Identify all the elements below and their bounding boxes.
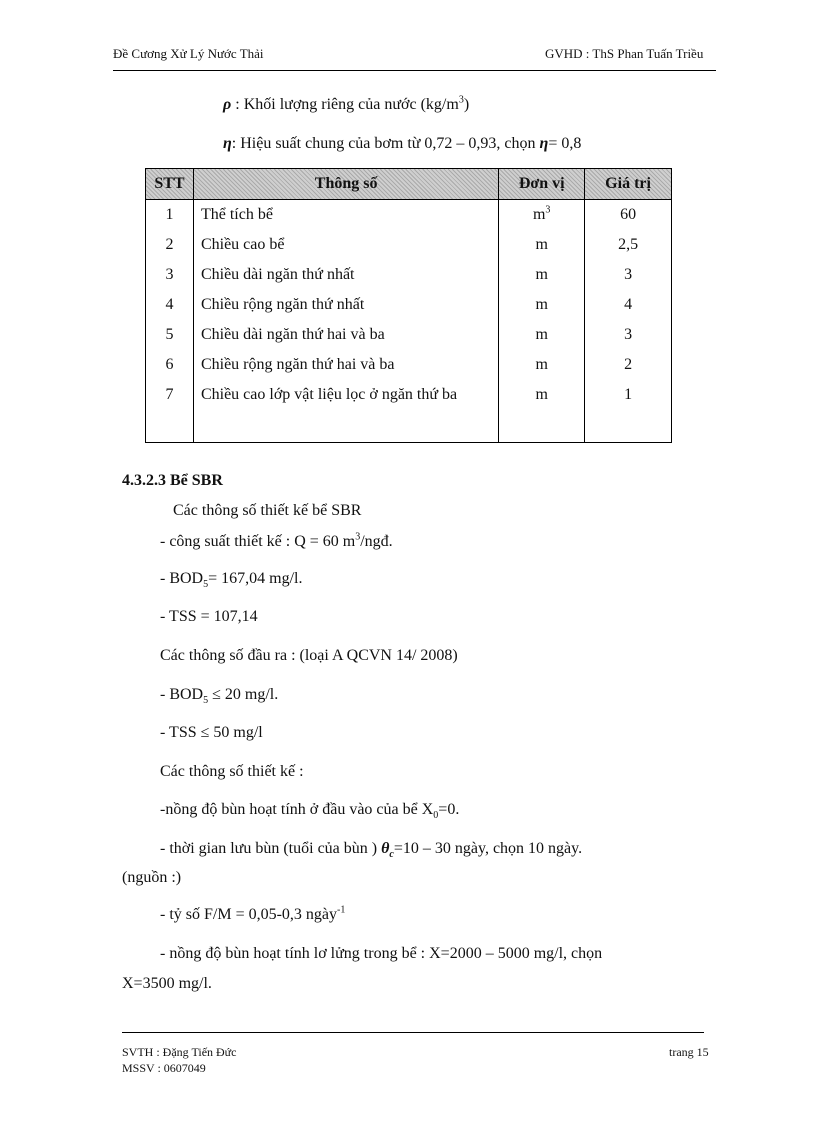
rho-definition: ρ : Khối lượng riêng của nước $(kg/m^3)$ bbox=[223, 94, 470, 113]
row-value: 60 bbox=[585, 200, 672, 231]
rho-symbol: ρ bbox=[223, 96, 232, 113]
footer-student-id: MSSV : 0607049 bbox=[122, 1061, 206, 1075]
header-title: Đề Cương Xử Lý Nước Thải bbox=[113, 46, 264, 61]
row-unit: m bbox=[499, 380, 585, 410]
row-stt: 1 bbox=[146, 200, 194, 231]
row-value: 3 bbox=[585, 260, 672, 290]
page-number: trang 15 bbox=[669, 1045, 709, 1059]
header-divider bbox=[113, 70, 716, 71]
section-intro: Các thông số thiết kế bể SBR bbox=[173, 502, 362, 519]
row-value: 1 bbox=[585, 380, 672, 410]
table-header-row bbox=[146, 169, 672, 200]
col-header-param: Thông số bbox=[193, 169, 498, 200]
output-tss-line: - TSS ≤ 50 mg/l bbox=[160, 724, 263, 741]
mlss-choice-line: X=3500 mg/l. bbox=[122, 975, 212, 992]
row-param: Chiều rộng ngăn thứ nhất bbox=[193, 290, 498, 320]
row-unit: m bbox=[499, 260, 585, 290]
row-stt: 4 bbox=[146, 290, 194, 320]
row-unit: $m^3$ bbox=[499, 200, 585, 231]
row-stt: 2 bbox=[146, 230, 194, 260]
eta-definition: η: Hiệu suất chung của bơm từ 0,72 – 0,93, chọn η= 0,8 bbox=[223, 135, 582, 152]
row-param: Chiều rộng ngăn thứ hai và ba bbox=[193, 350, 498, 380]
tss-line: - TSS = 107,14 bbox=[160, 608, 258, 625]
row-param: Chiều dài ngăn thứ nhất bbox=[193, 260, 498, 290]
sludge-inlet-line: -nồng độ bùn hoạt tính ở đầu vào của bể $X_0=0$. bbox=[160, 801, 460, 822]
col-header-unit: Đơn vị bbox=[499, 169, 585, 200]
table-row bbox=[146, 290, 672, 320]
row-unit: m bbox=[499, 230, 585, 260]
header-advisor: GVHD : ThS Phan Tuấn Triều bbox=[545, 46, 704, 61]
row-stt: 3 bbox=[146, 260, 194, 290]
bod-line: - $BOD_5= 167,04$ mg/l. bbox=[160, 570, 303, 591]
col-header-value: Giá trị bbox=[585, 169, 672, 200]
table-row bbox=[146, 200, 672, 231]
fm-ratio-line: - tỷ số F/M = 0,05-0,3 ngày$^{-1}$ bbox=[160, 904, 346, 923]
output-title: Các thông số đầu ra : (loại A QCVN 14/ 2008) bbox=[160, 647, 458, 664]
row-param: Chiều cao lớp vật liệu lọc ở ngăn thứ ba bbox=[193, 380, 498, 410]
row-param: Chiều dài ngăn thứ hai và ba bbox=[193, 320, 498, 350]
footer-student: SVTH : Đặng Tiến Đức bbox=[122, 1045, 237, 1059]
row-value: 3 bbox=[585, 320, 672, 350]
row-param: Thể tích bể bbox=[193, 200, 498, 231]
table-row bbox=[146, 380, 672, 410]
source-line: (nguồn :) bbox=[122, 869, 182, 886]
design-title: Các thông số thiết kế : bbox=[160, 763, 304, 780]
row-unit: m bbox=[499, 290, 585, 320]
row-value: 2 bbox=[585, 350, 672, 380]
row-stt: 5 bbox=[146, 320, 194, 350]
row-value: 4 bbox=[585, 290, 672, 320]
table-row bbox=[146, 320, 672, 350]
table-row bbox=[146, 230, 672, 260]
theta-symbol: θ bbox=[381, 840, 390, 857]
row-stt: 6 bbox=[146, 350, 194, 380]
row-param: Chiều cao bể bbox=[193, 230, 498, 260]
row-unit: m bbox=[499, 320, 585, 350]
table-row bbox=[146, 260, 672, 290]
footer-divider bbox=[122, 1032, 704, 1033]
retention-line: - thời gian lưu bùn (tuổi của bùn ) $\theta_c=10 - 30$ ngày, chọn 10 ngày. bbox=[160, 840, 583, 861]
row-value: 2,5 bbox=[585, 230, 672, 260]
output-bod-line: - $BOD_5 \le 20$ mg/l. bbox=[160, 686, 279, 707]
eta-symbol: η bbox=[223, 135, 232, 152]
row-stt: 7 bbox=[146, 380, 194, 410]
mlss-line: - nồng độ bùn hoạt tính lơ lửng trong bể : X=2000 – 5000 mg/l, chọn bbox=[160, 945, 603, 962]
table-row-empty bbox=[146, 410, 672, 443]
capacity-line: - công suất thiết kế : Q = 60 $m^3$/ngđ. bbox=[160, 531, 393, 550]
section-heading: 4.3.2.3 Bể SBR bbox=[122, 472, 223, 489]
table-row bbox=[146, 350, 672, 380]
parameter-table bbox=[145, 168, 672, 443]
col-header-stt: STT bbox=[146, 169, 194, 200]
row-unit: m bbox=[499, 350, 585, 380]
